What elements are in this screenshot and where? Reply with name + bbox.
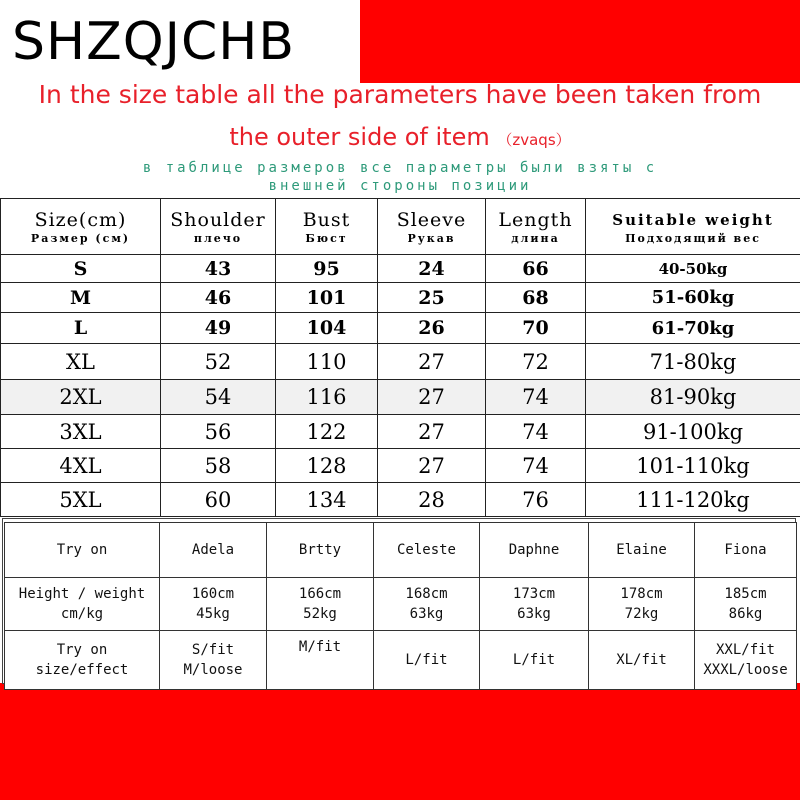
sleeve-cell: 27 xyxy=(378,415,486,449)
size-table-header xyxy=(1,199,800,255)
label-line: Height / weight xyxy=(18,586,146,602)
header-cell xyxy=(586,199,800,255)
header-cell xyxy=(378,199,486,255)
size-cell: XL xyxy=(1,344,161,380)
sleeve-cell: 27 xyxy=(378,449,486,483)
size-row xyxy=(1,255,800,283)
size-row xyxy=(1,483,800,517)
length-cell: 66 xyxy=(486,255,586,283)
weight-cell: 111-120kg xyxy=(586,483,800,517)
bust-cell: 104 xyxy=(276,313,378,344)
shoulder-cell: 49 xyxy=(161,313,276,344)
row-label xyxy=(5,631,160,690)
label-line: cm/kg xyxy=(60,606,104,622)
bust-cell: 95 xyxy=(276,255,378,283)
shoulder-cell: 56 xyxy=(161,415,276,449)
height-value: 185cm xyxy=(724,586,767,602)
brand-logo: SHZQJCHB xyxy=(12,12,296,72)
header-en: Size(cm) xyxy=(34,208,127,231)
height-value: 160cm xyxy=(191,586,235,602)
header-en: Length xyxy=(498,208,573,231)
size-row xyxy=(1,283,800,313)
effect-value: M/loose xyxy=(183,662,243,678)
header-en: Bust xyxy=(302,208,351,231)
model-name: Celeste xyxy=(374,523,480,578)
weight-cell: 40-50kg xyxy=(586,255,800,283)
notice-line-en-2-main: the outer side of item xyxy=(229,123,490,151)
header-ru: длина xyxy=(511,231,560,245)
size-row xyxy=(1,344,800,380)
effect-value: L/fit xyxy=(405,652,448,668)
bust-cell: 134 xyxy=(276,483,378,517)
size-row xyxy=(1,415,800,449)
effect-cell xyxy=(374,631,480,690)
sleeve-cell: 25 xyxy=(378,283,486,313)
sleeve-cell: 27 xyxy=(378,344,486,380)
weight-cell: 71-80kg xyxy=(586,344,800,380)
bust-cell: 110 xyxy=(276,344,378,380)
row-label: Try on xyxy=(5,523,160,578)
effect-cell xyxy=(589,631,695,690)
length-cell: 70 xyxy=(486,313,586,344)
effect-value: XXXL/loose xyxy=(703,662,788,678)
measure-cell xyxy=(695,578,797,631)
header-cell xyxy=(1,199,161,255)
size-cell: 2XL xyxy=(1,380,161,415)
measure-cell xyxy=(267,578,374,631)
shoulder-cell: 43 xyxy=(161,255,276,283)
model-name: Daphne xyxy=(480,523,589,578)
effect-cell xyxy=(160,631,267,690)
length-cell: 74 xyxy=(486,449,586,483)
size-cell: L xyxy=(1,313,161,344)
length-cell: 72 xyxy=(486,344,586,380)
bust-cell: 116 xyxy=(276,380,378,415)
sleeve-cell: 24 xyxy=(378,255,486,283)
weight-cell: 61-70kg xyxy=(586,313,800,344)
height-value: 166cm xyxy=(298,586,342,602)
shoulder-cell: 46 xyxy=(161,283,276,313)
try-on-effect-row xyxy=(5,631,797,690)
effect-value: XXL/fit xyxy=(715,642,775,658)
shoulder-cell: 54 xyxy=(161,380,276,415)
notice-line-en-2 xyxy=(0,122,800,155)
notice-line-ru-1: в таблице размеров все параметры были взяты с xyxy=(142,160,658,176)
model-name: Adela xyxy=(160,523,267,578)
measure-cell xyxy=(160,578,267,631)
height-value: 168cm xyxy=(405,586,448,602)
header-en: Sleeve xyxy=(396,208,467,231)
effect-value: S/fit xyxy=(191,642,235,658)
model-name: Elaine xyxy=(589,523,695,578)
weight-value: 63kg xyxy=(517,606,551,622)
header-ru: Рукав xyxy=(407,231,456,245)
length-cell: 74 xyxy=(486,380,586,415)
size-cell: 3XL xyxy=(1,415,161,449)
measure-cell xyxy=(480,578,589,631)
sleeve-cell: 26 xyxy=(378,313,486,344)
weight-value: 63kg xyxy=(409,606,444,622)
effect-cell xyxy=(480,631,589,690)
shoulder-cell: 60 xyxy=(161,483,276,517)
weight-value: 52kg xyxy=(303,606,337,622)
bust-cell: 122 xyxy=(276,415,378,449)
row-label xyxy=(5,578,160,631)
size-row xyxy=(1,449,800,483)
measure-cell xyxy=(589,578,695,631)
try-on-names-row xyxy=(5,523,797,578)
header-cell xyxy=(276,199,378,255)
weight-value: 72kg xyxy=(624,606,659,622)
height-value: 173cm xyxy=(512,586,556,602)
weight-cell: 101-110kg xyxy=(586,449,800,483)
label-line: Try on xyxy=(56,642,108,658)
effect-value: XL/fit xyxy=(616,652,667,668)
height-value: 178cm xyxy=(620,586,663,602)
length-cell: 74 xyxy=(486,415,586,449)
measure-cell xyxy=(374,578,480,631)
sleeve-cell: 28 xyxy=(378,483,486,517)
header-cell xyxy=(161,199,276,255)
bust-cell: 128 xyxy=(276,449,378,483)
header-ru: Бюст xyxy=(305,231,348,245)
size-cell: 4XL xyxy=(1,449,161,483)
effect-cell xyxy=(695,631,797,690)
size-cell: S xyxy=(1,255,161,283)
length-cell: 76 xyxy=(486,483,586,517)
shoulder-cell: 58 xyxy=(161,449,276,483)
header-ru: Подходящий вес xyxy=(625,231,761,245)
header-cell xyxy=(486,199,586,255)
effect-value: L/fit xyxy=(512,652,556,668)
effect-cell xyxy=(267,631,374,690)
header-en: Shoulder xyxy=(170,208,266,231)
header-ru: плечо xyxy=(193,231,243,245)
logo-box xyxy=(0,0,360,83)
weight-value: 45kg xyxy=(196,606,230,622)
weight-cell: 91-100kg xyxy=(586,415,800,449)
try-on-measure-row xyxy=(5,578,797,631)
header-en: Suitable weight xyxy=(612,210,774,229)
bust-cell: 101 xyxy=(276,283,378,313)
model-name: Brtty xyxy=(267,523,374,578)
notice-line-ru-2: внешней стороны позиции xyxy=(268,178,532,194)
length-cell: 68 xyxy=(486,283,586,313)
label-line: size/effect xyxy=(35,662,129,678)
weight-value: 86kg xyxy=(728,606,763,622)
size-cell: 5XL xyxy=(1,483,161,517)
weight-cell: 81-90kg xyxy=(586,380,800,415)
weight-cell: 51-60kg xyxy=(586,283,800,313)
model-name: Fiona xyxy=(695,523,797,578)
size-row xyxy=(1,313,800,344)
header-ru: Размер (см) xyxy=(30,231,131,245)
notice-line-en-1: In the size table all the parameters have been taken from xyxy=(38,80,762,109)
size-cell: M xyxy=(1,283,161,313)
notice-line-en-2-code: （zvaqs） xyxy=(497,131,571,149)
try-on-table xyxy=(4,522,797,690)
effect-value: M/fit xyxy=(298,639,342,655)
shoulder-cell: 52 xyxy=(161,344,276,380)
size-table xyxy=(0,198,800,517)
size-row xyxy=(1,380,800,415)
sleeve-cell: 27 xyxy=(378,380,486,415)
